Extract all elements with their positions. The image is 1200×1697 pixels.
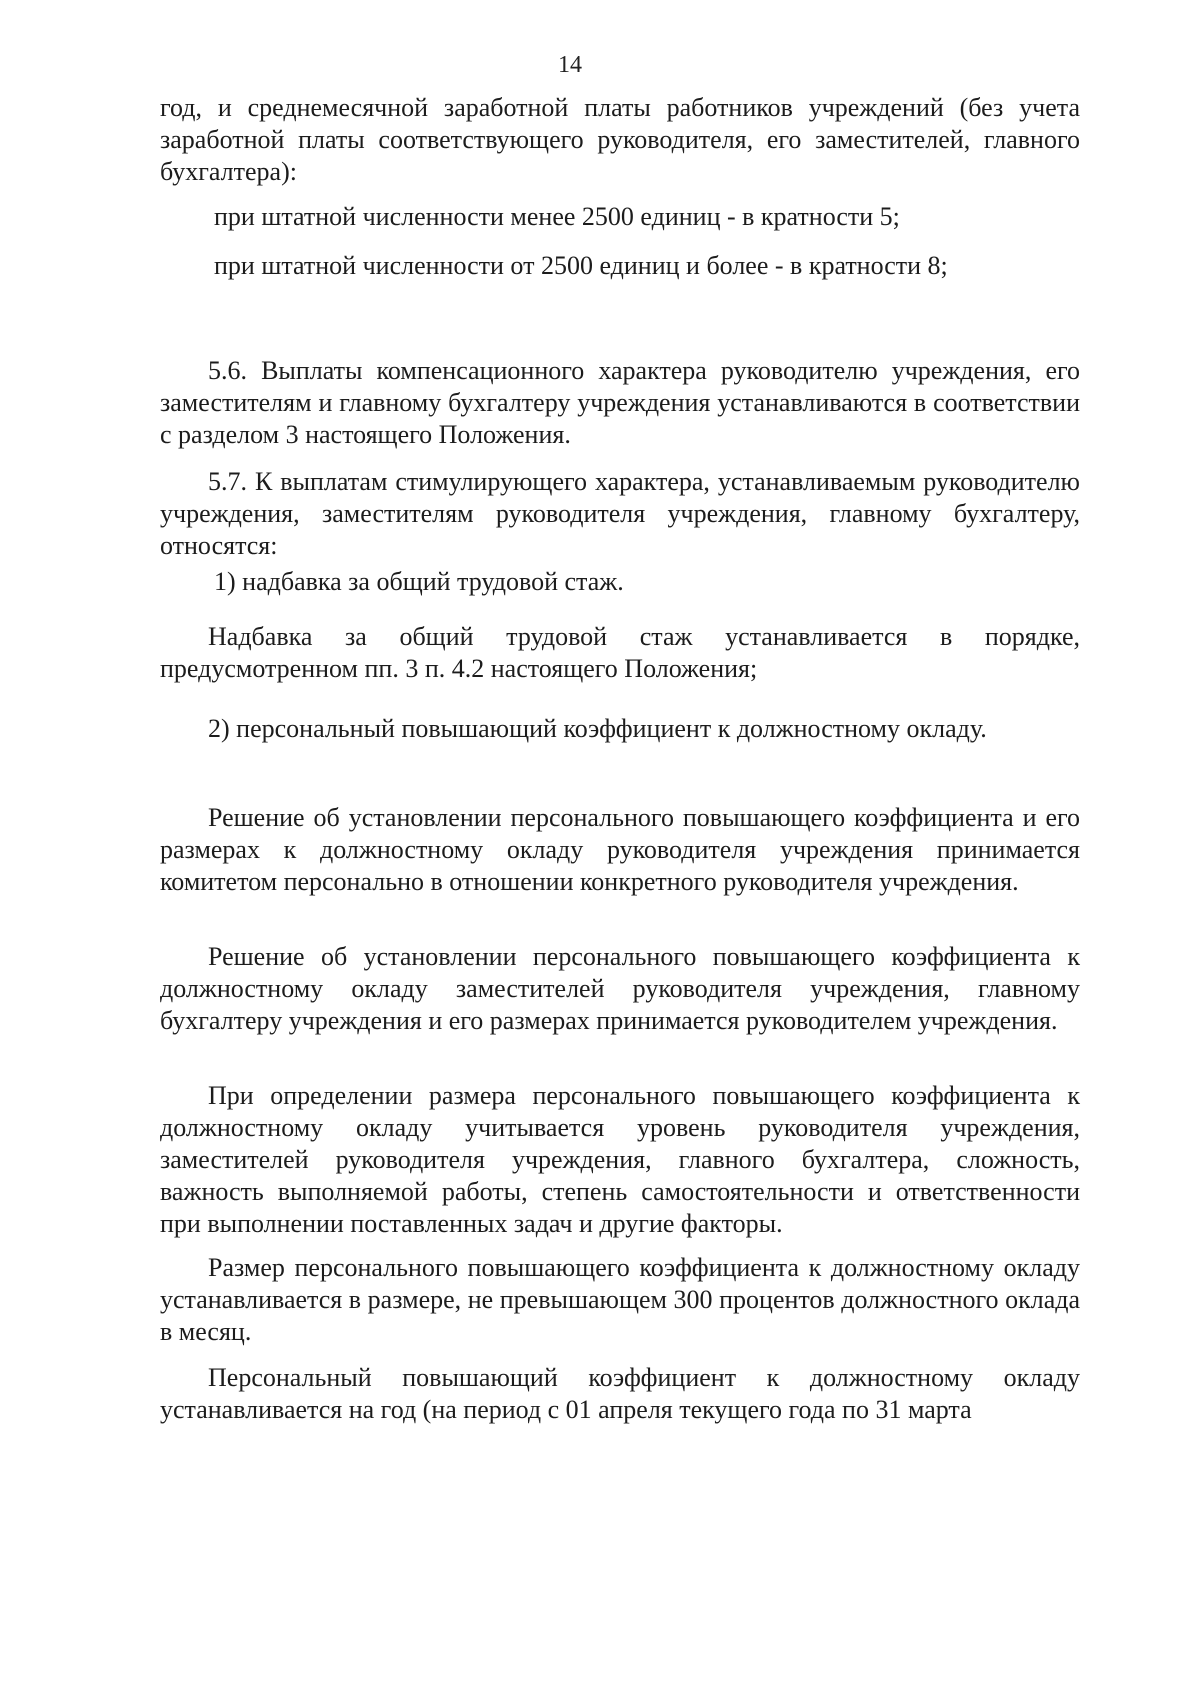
paragraph-coefficient-factors: При определении размера персонального повышающего коэффициента к должностному окладу учитывается уровень руководителя учреждения, заместителей руководителя учреждения, главного бухгалтера, сложность, важность выполняемой работы, степень самостоятельности и ответственности при выполнении поставленных задач и другие факторы. xyxy=(160,1081,1080,1238)
page-number: 14 xyxy=(558,52,582,78)
list-item-personal-coefficient: 2) персональный повышающий коэффициент к должностному окладу. xyxy=(208,714,987,743)
paragraph-coefficient-period: Персональный повышающий коэффициент к должностному окладу устанавливается на год (на период с 01 апреля текущего года по 31 марта xyxy=(160,1363,1080,1424)
list-item-staff-under-2500: при штатной численности менее 2500 единиц - в кратности 5; xyxy=(214,202,900,231)
paragraph-decision-deputies: Решение об установлении персонального повышающего коэффициента к должностному окладу заместителей руководителя учреждения, главному бухгалтеру учреждения и его размерах принимается руководителем учреждения. xyxy=(160,942,1080,1035)
paragraph-5-7: 5.7. К выплатам стимулирующего характера, устанавливаемым руководителю учреждения, заместителям руководителя учреждения, главному бухгалтеру, относятся: xyxy=(160,467,1080,560)
paragraph-coefficient-size: Размер персонального повышающего коэффициента к должностному окладу устанавливается в размере, не превышающем 300 процентов должностного оклада в месяц. xyxy=(160,1253,1080,1346)
paragraph-decision-head: Решение об установлении персонального повышающего коэффициента и его размерах к должностному окладу руководителя учреждения принимается комитетом персонально в отношении конкретного руководителя учреждения. xyxy=(160,803,1080,896)
paragraph-5-6: 5.6. Выплаты компенсационного характера руководителю учреждения, его заместителям и главному бухгалтеру учреждения устанавливаются в соответствии с разделом 3 настоящего Положения. xyxy=(160,356,1080,449)
list-item-seniority-bonus: 1) надбавка за общий трудовой стаж. xyxy=(214,567,624,596)
paragraph-seniority-bonus: Надбавка за общий трудовой стаж устанавливается в порядке, предусмотренном пп. 3 п. 4.2 настоящего Положения; xyxy=(160,622,1080,683)
paragraph-continuation: год, и среднемесячной заработной платы работников учреждений (без учета заработной платы соответствующего руководителя, его заместителей, главного бухгалтера): xyxy=(160,93,1080,186)
list-item-staff-2500-plus: при штатной численности от 2500 единиц и более - в кратности 8; xyxy=(214,251,948,280)
